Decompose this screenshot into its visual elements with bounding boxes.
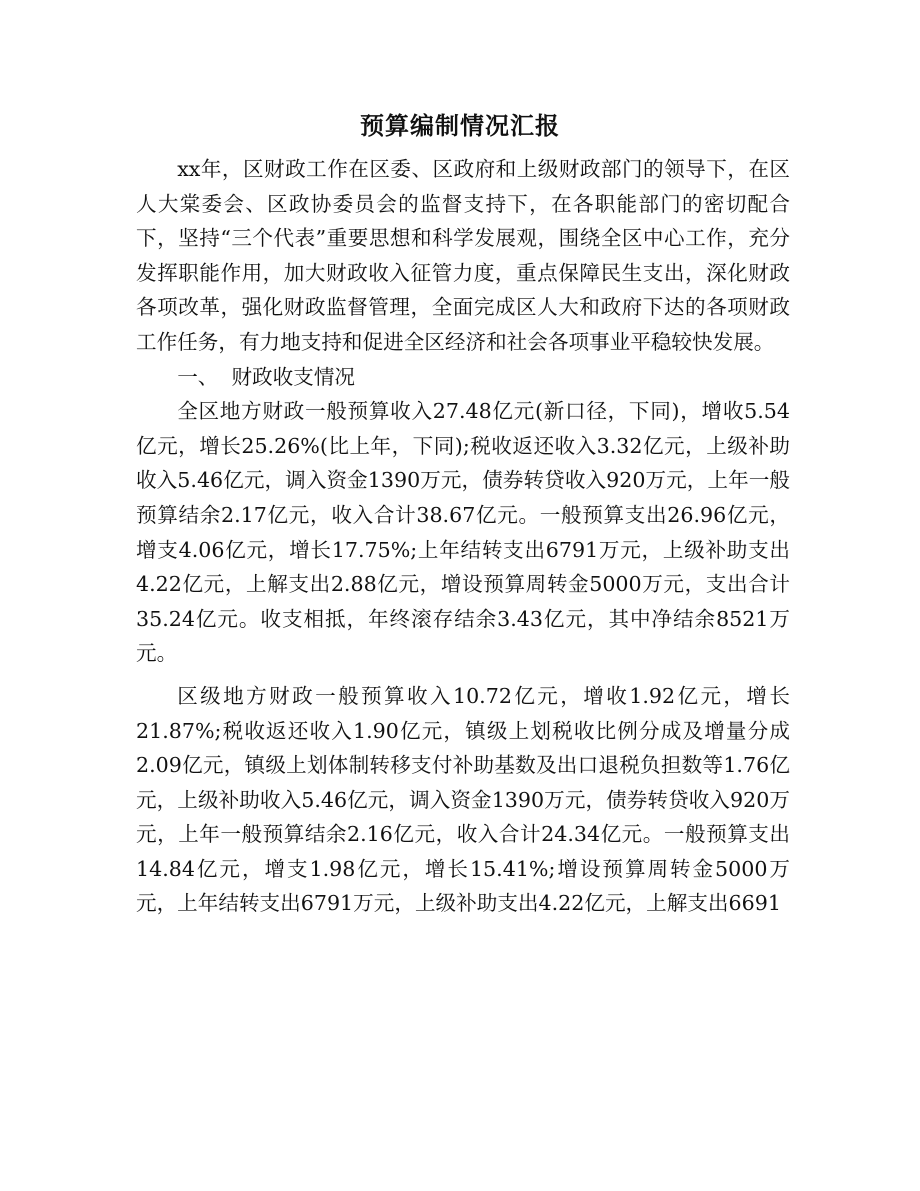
document-title: 预算编制情况汇报 xyxy=(360,111,560,140)
paragraph-overall-budget: 全区地方财政一般预算收入27.48亿元(新口径，下同)，增收5.54亿元，增长25.26%(比上年，下同);税收返还收入3.32亿元，上级补助收入5.46亿元，调入资金1390万元，债券转贷收入920万元，上年一般预算结余2.17亿元，收入合计38.67亿元。一般预算支出26.96亿元，增支4.06亿元，增长17.75%;上年结转支出6791万元，上级补助支出4.22亿元，上解支出2.88亿元，增设预算周转金5000万元，支出合计35.24亿元。收支相抵，年终滚存结余3.43亿元，其中净结余8521万元。 xyxy=(136,399,790,666)
intro-paragraph: xx年，区财政工作在区委、区政府和上级财政部门的领导下，在区人大棠委会、区政协委员会的监督支持下，在各职能部门的密切配合下，坚持“三个代表”重要思想和科学发展观，围绕全区中心工作，充分发挥职能作用，加大财政收入征管力度，重点保障民生支出，深化财政各项改革，强化财政监督管理，全面完成区人大和政府下达的各项财政工作任务，有力地支持和促进全区经济和社会各项事业平稳较快发展。 xyxy=(136,157,790,354)
paragraph-district-budget: 区级地方财政一般预算收入10.72亿元，增收1.92亿元，增长21.87%;税收返还收入1.90亿元，镇级上划税收比例分成及增量分成2.09亿元，镇级上划体制转移支付补助基数及出口退税负担数等1.76亿元，上级补助收入5.46亿元，调入资金1390万元，债券转贷收入920万元，上年一般预算结余2.16亿元，收入合计24.34亿元。一般预算支出14.84亿元，增支1.98亿元，增长15.41%;增设预算周转金5000万元，上年结转支出6791万元，上级补助支出4.22亿元，上解支出6691 xyxy=(136,683,790,916)
section-heading-revenue-expenditure: 一、 财政收支情况 xyxy=(177,364,356,389)
document-body xyxy=(136,152,790,921)
